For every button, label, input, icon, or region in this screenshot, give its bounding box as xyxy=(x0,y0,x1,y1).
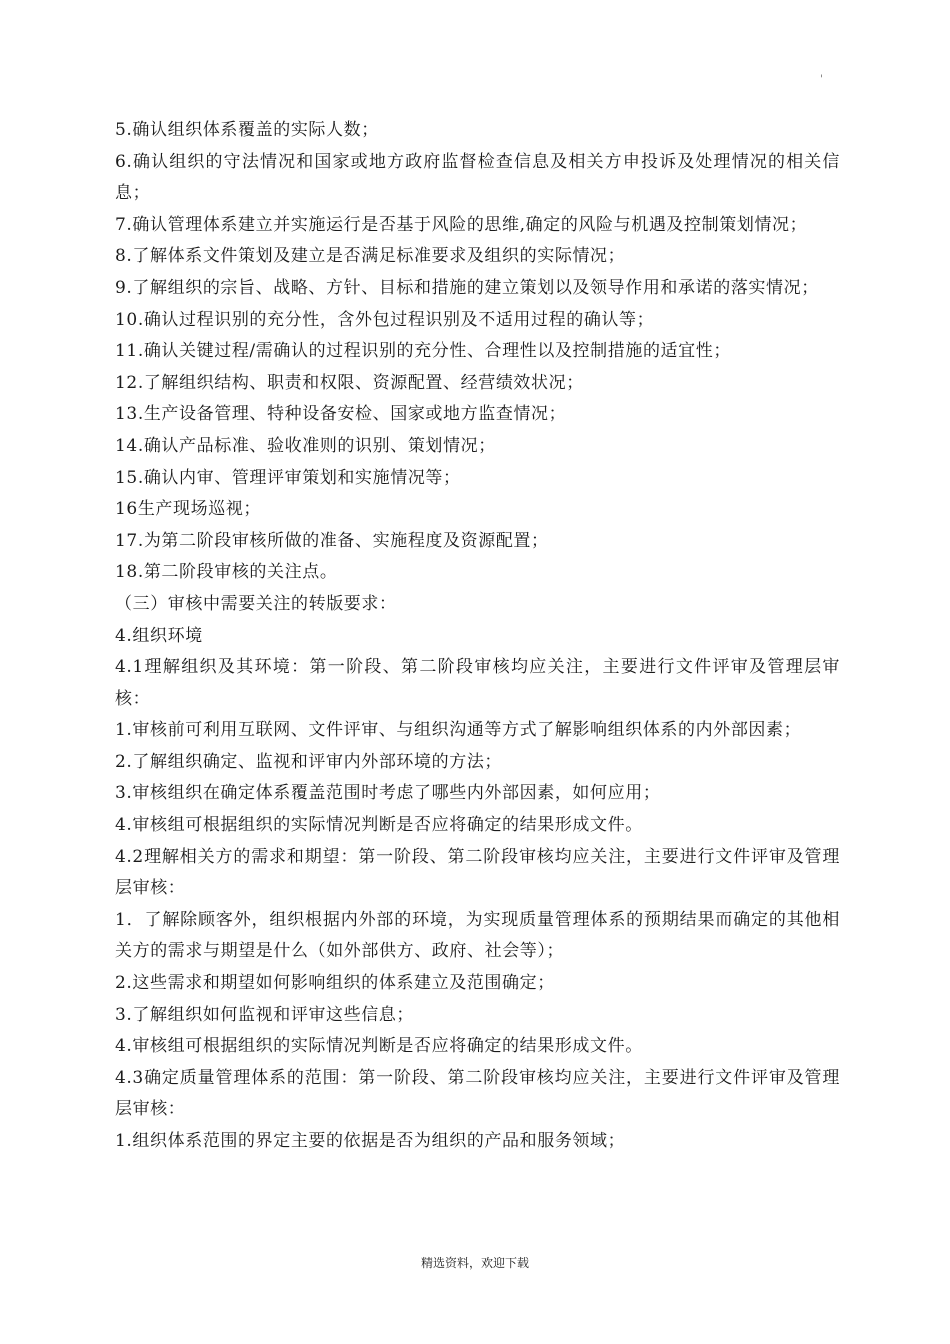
paragraph: 8.了解体系文件策划及建立是否满足标准要求及组织的实际情况； xyxy=(115,246,626,267)
paragraph: 11.确认关键过程/需确认的过程识别的充分性、合理性以及控制措施的适宜性； xyxy=(115,341,731,362)
paragraph: 1.组织体系范围的界定主要的依据是否为组织的产品和服务领域； xyxy=(115,1131,626,1151)
paragraph: 12.了解组织结构、职责和权限、资源配置、经营绩效状况； xyxy=(115,372,584,393)
paragraph: 17.为第二阶段审核所做的准备、实施程度及资源配置； xyxy=(115,530,549,551)
paragraph: 2.这些需求和期望如何影响组织的体系建立及范围确定； xyxy=(115,973,555,994)
section-heading: 4.组织环境 xyxy=(115,625,203,646)
paragraph: 4.审核组可根据组织的实际情况判断是否应将确定的结果形成文件。 xyxy=(115,1036,643,1057)
paragraph: 15.确认内审、管理评审策划和实施情况等； xyxy=(115,467,461,488)
paragraph: 13.生产设备管理、特种设备安检、国家或地方监查情况； xyxy=(115,404,567,425)
paragraph: 2.了解组织确定、监视和评审内外部环境的方法； xyxy=(115,751,503,772)
paragraph: 1．了解除顾客外，组织根据内外部的环境，为实现质量管理体系的预期结果而确定的其他相关方的需求与期望是什么（如外部供方、政府、社会等）； xyxy=(115,909,840,962)
corner-mark: ' xyxy=(820,74,823,85)
subsection-heading: 4.3确定质量管理体系的范围：第一阶段、第二阶段审核均应关注，主要进行文件评审及管理层审核： xyxy=(115,1067,840,1120)
page-footer: 精选资料，欢迎下载 xyxy=(420,1256,529,1270)
paragraph: 3.了解组织如何监视和评审这些信息； xyxy=(115,1004,415,1025)
paragraph: 14.确认产品标准、验收准则的识别、策划情况； xyxy=(115,435,496,456)
paragraph: 18.第二阶段审核的关注点。 xyxy=(115,562,338,583)
paragraph: 5.确认组织体系覆盖的实际人数； xyxy=(115,120,379,140)
subsection-heading: 4.2理解相关方的需求和期望：第一阶段、第二阶段审核均应关注，主要进行文件评审及管理层审核： xyxy=(115,846,840,899)
paragraph: 6.确认组织的守法情况和国家或地方政府监督检查信息及相关方申投诉及处理情况的相关信息； xyxy=(115,151,840,204)
paragraph: 10.确认过程识别的充分性，含外包过程识别及不适用过程的确认等； xyxy=(115,309,655,330)
paragraph: 1.审核前可利用互联网、文件评审、与组织沟通等方式了解影响组织体系的内外部因素； xyxy=(115,720,802,741)
section-heading: （三）审核中需要关注的转版要求： xyxy=(115,593,397,614)
document-body xyxy=(115,115,840,1158)
paragraph: 7.确认管理体系建立并实施运行是否基于风险的思维,确定的风险与机遇及控制策划情况； xyxy=(115,214,808,235)
paragraph: 3.审核组织在确定体系覆盖范围时考虑了哪些内外部因素，如何应用； xyxy=(115,783,661,804)
subsection-heading: 4.1理解组织及其环境：第一阶段、第二阶段审核均应关注，主要进行文件评审及管理层审核： xyxy=(115,657,840,709)
paragraph: 16生产现场巡视； xyxy=(115,499,262,520)
paragraph: 9.了解组织的宗旨、战略、方针、目标和措施的建立策划以及领导作用和承诺的落实情况； xyxy=(115,277,819,298)
paragraph: 4.审核组可根据组织的实际情况判断是否应将确定的结果形成文件。 xyxy=(115,815,643,836)
